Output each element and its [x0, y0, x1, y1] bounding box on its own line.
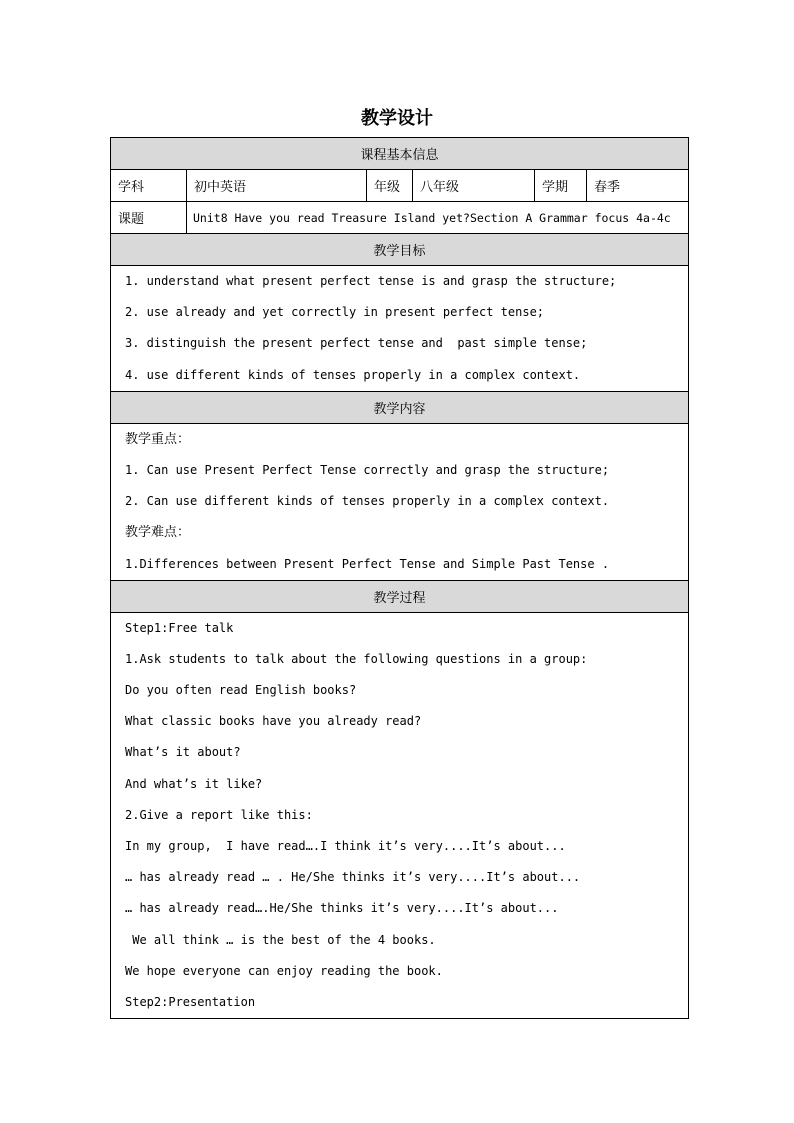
section-content: 教学内容: [111, 391, 689, 423]
process-line: And what’s it like?: [125, 776, 263, 791]
process-cell: [111, 612, 689, 1018]
difficult-points-label: 教学难点：: [125, 525, 191, 541]
objective-item: 4. use different kinds of tenses properly in a complex context.: [125, 367, 581, 382]
objective-item: 2. use already and yet correctly in present perfect tense;: [125, 305, 545, 320]
process-line: In my group, I have read….I think it’s very....It’s about...: [125, 839, 566, 853]
document-title: 教学设计: [361, 108, 433, 129]
lesson-plan-table: [110, 137, 689, 1019]
process-line: … has already read … . He/She thinks it’s very....It’s about...: [125, 870, 581, 885]
process-line: Do you often read English books?: [125, 683, 357, 698]
content-row: [111, 423, 689, 580]
process-line: We all think … is the best of the 4 books.: [125, 932, 436, 947]
process-line: 2.Give a report like this:: [125, 807, 313, 822]
process-row: [111, 612, 689, 1018]
objective-item: 1. understand what present perfect tense is and grasp the structure;: [125, 274, 617, 288]
objective-item: 3. distinguish the present perfect tense and past simple tense;: [125, 336, 588, 351]
section-basic-info: 课程基本信息: [111, 138, 689, 170]
process-line: … has already read….He/She thinks it’s very....It’s about...: [125, 901, 559, 916]
process-line: What’s it about?: [125, 745, 241, 760]
section-objectives: 教学目标: [111, 234, 689, 266]
section-header-row: [111, 391, 689, 423]
process-line: 1.Ask students to talk about the following questions in a group:: [125, 651, 588, 666]
grade-value: 八年级: [413, 170, 535, 202]
section-header-row: [111, 234, 689, 266]
section-process: 教学过程: [111, 580, 689, 612]
key-point-item: 1. Can use Present Perfect Tense correctly and grasp the structure;: [125, 462, 610, 477]
subject-label: 学科: [111, 170, 187, 202]
process-line: We hope everyone can enjoy reading the book.: [125, 963, 443, 978]
topic-row: [111, 202, 689, 234]
key-point-item: 2. Can use different kinds of tenses properly in a complex context.: [125, 494, 610, 509]
subject-value: 初中英语: [187, 170, 367, 202]
section-header-row: [111, 138, 689, 170]
process-line: Step2:Presentation: [125, 994, 256, 1009]
objectives-cell: [111, 266, 689, 392]
term-value: 春季: [587, 170, 689, 202]
grade-label: 年级: [367, 170, 413, 202]
content-cell: [111, 423, 689, 580]
topic-value: Unit8 Have you read Treasure Island yet?Section A Grammar focus 4a-4c: [187, 202, 689, 234]
term-label: 学期: [535, 170, 587, 202]
process-line: What classic books have you already read?: [125, 714, 422, 729]
info-row: [111, 170, 689, 202]
key-points-label: 教学重点：: [125, 431, 191, 447]
section-header-row: [111, 580, 689, 612]
objectives-row: [111, 266, 689, 392]
topic-label: 课题: [111, 202, 187, 234]
difficult-point-item: 1.Differences between Present Perfect Tense and Simple Past Tense .: [125, 556, 610, 571]
process-line: Step1:Free talk: [125, 620, 234, 635]
